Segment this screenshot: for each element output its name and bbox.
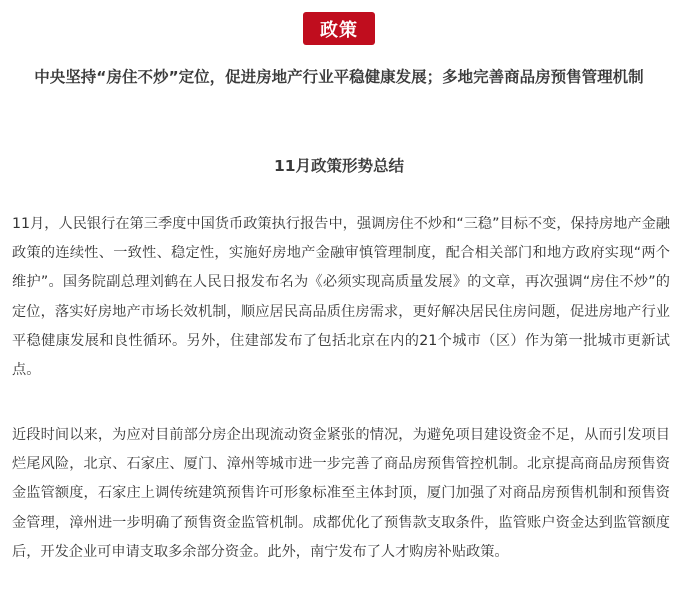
policy-badge: 政策 <box>303 12 375 45</box>
article-headline: 中央坚持“房住不炒”定位，促进房地产行业平稳健康发展；多地完善商品房预售管理机制 <box>34 68 644 86</box>
section-subheading: 11月政策形势总结 <box>273 157 405 175</box>
paragraph-policy-summary: 11月，人民银行在第三季度中国货币政策执行报告中，强调房住不炒和“三稳”目标不变，保持房地产金融政策的连续性、一致性、稳定性，实施好房地产金融审慎管理制度，配合相关部门和地方政府实现“两个维护”。国务院副总理刘鹤在人民日报发布名为《必须实现高质量发展》的文章，再次强调“房住不炒”的定位，落实好房地产市场长效机制，顺应居民高品质住房需求，更好解决居民住房问题，促进房地产行业平稳健康发展和良性循环。另外，住建部发布了包括北京在内的21个城市（区）作为第一批城市更新试点。 <box>12 216 670 379</box>
paragraph-presale-management: 近段时间以来，为应对目前部分房企出现流动资金紧张的情况，为避免项目建设资金不足，从而引发项目烂尾风险，北京、石家庄、厦门、漳州等城市进一步完善了商品房预售管控机制。北京提高商品房预售资金监管额度，石家庄上调传统建筑预售许可形象标准至主体封顶，厦门加强了对商品房预售机制和预售资金管理，漳州进一步明确了预售资金监管机制。成都优化了预售款支取条件，监管账户资金达到监管额度后，开发企业可申请支取多余部分资金。此外，南宁发布了人才购房补贴政策。 <box>12 427 670 560</box>
